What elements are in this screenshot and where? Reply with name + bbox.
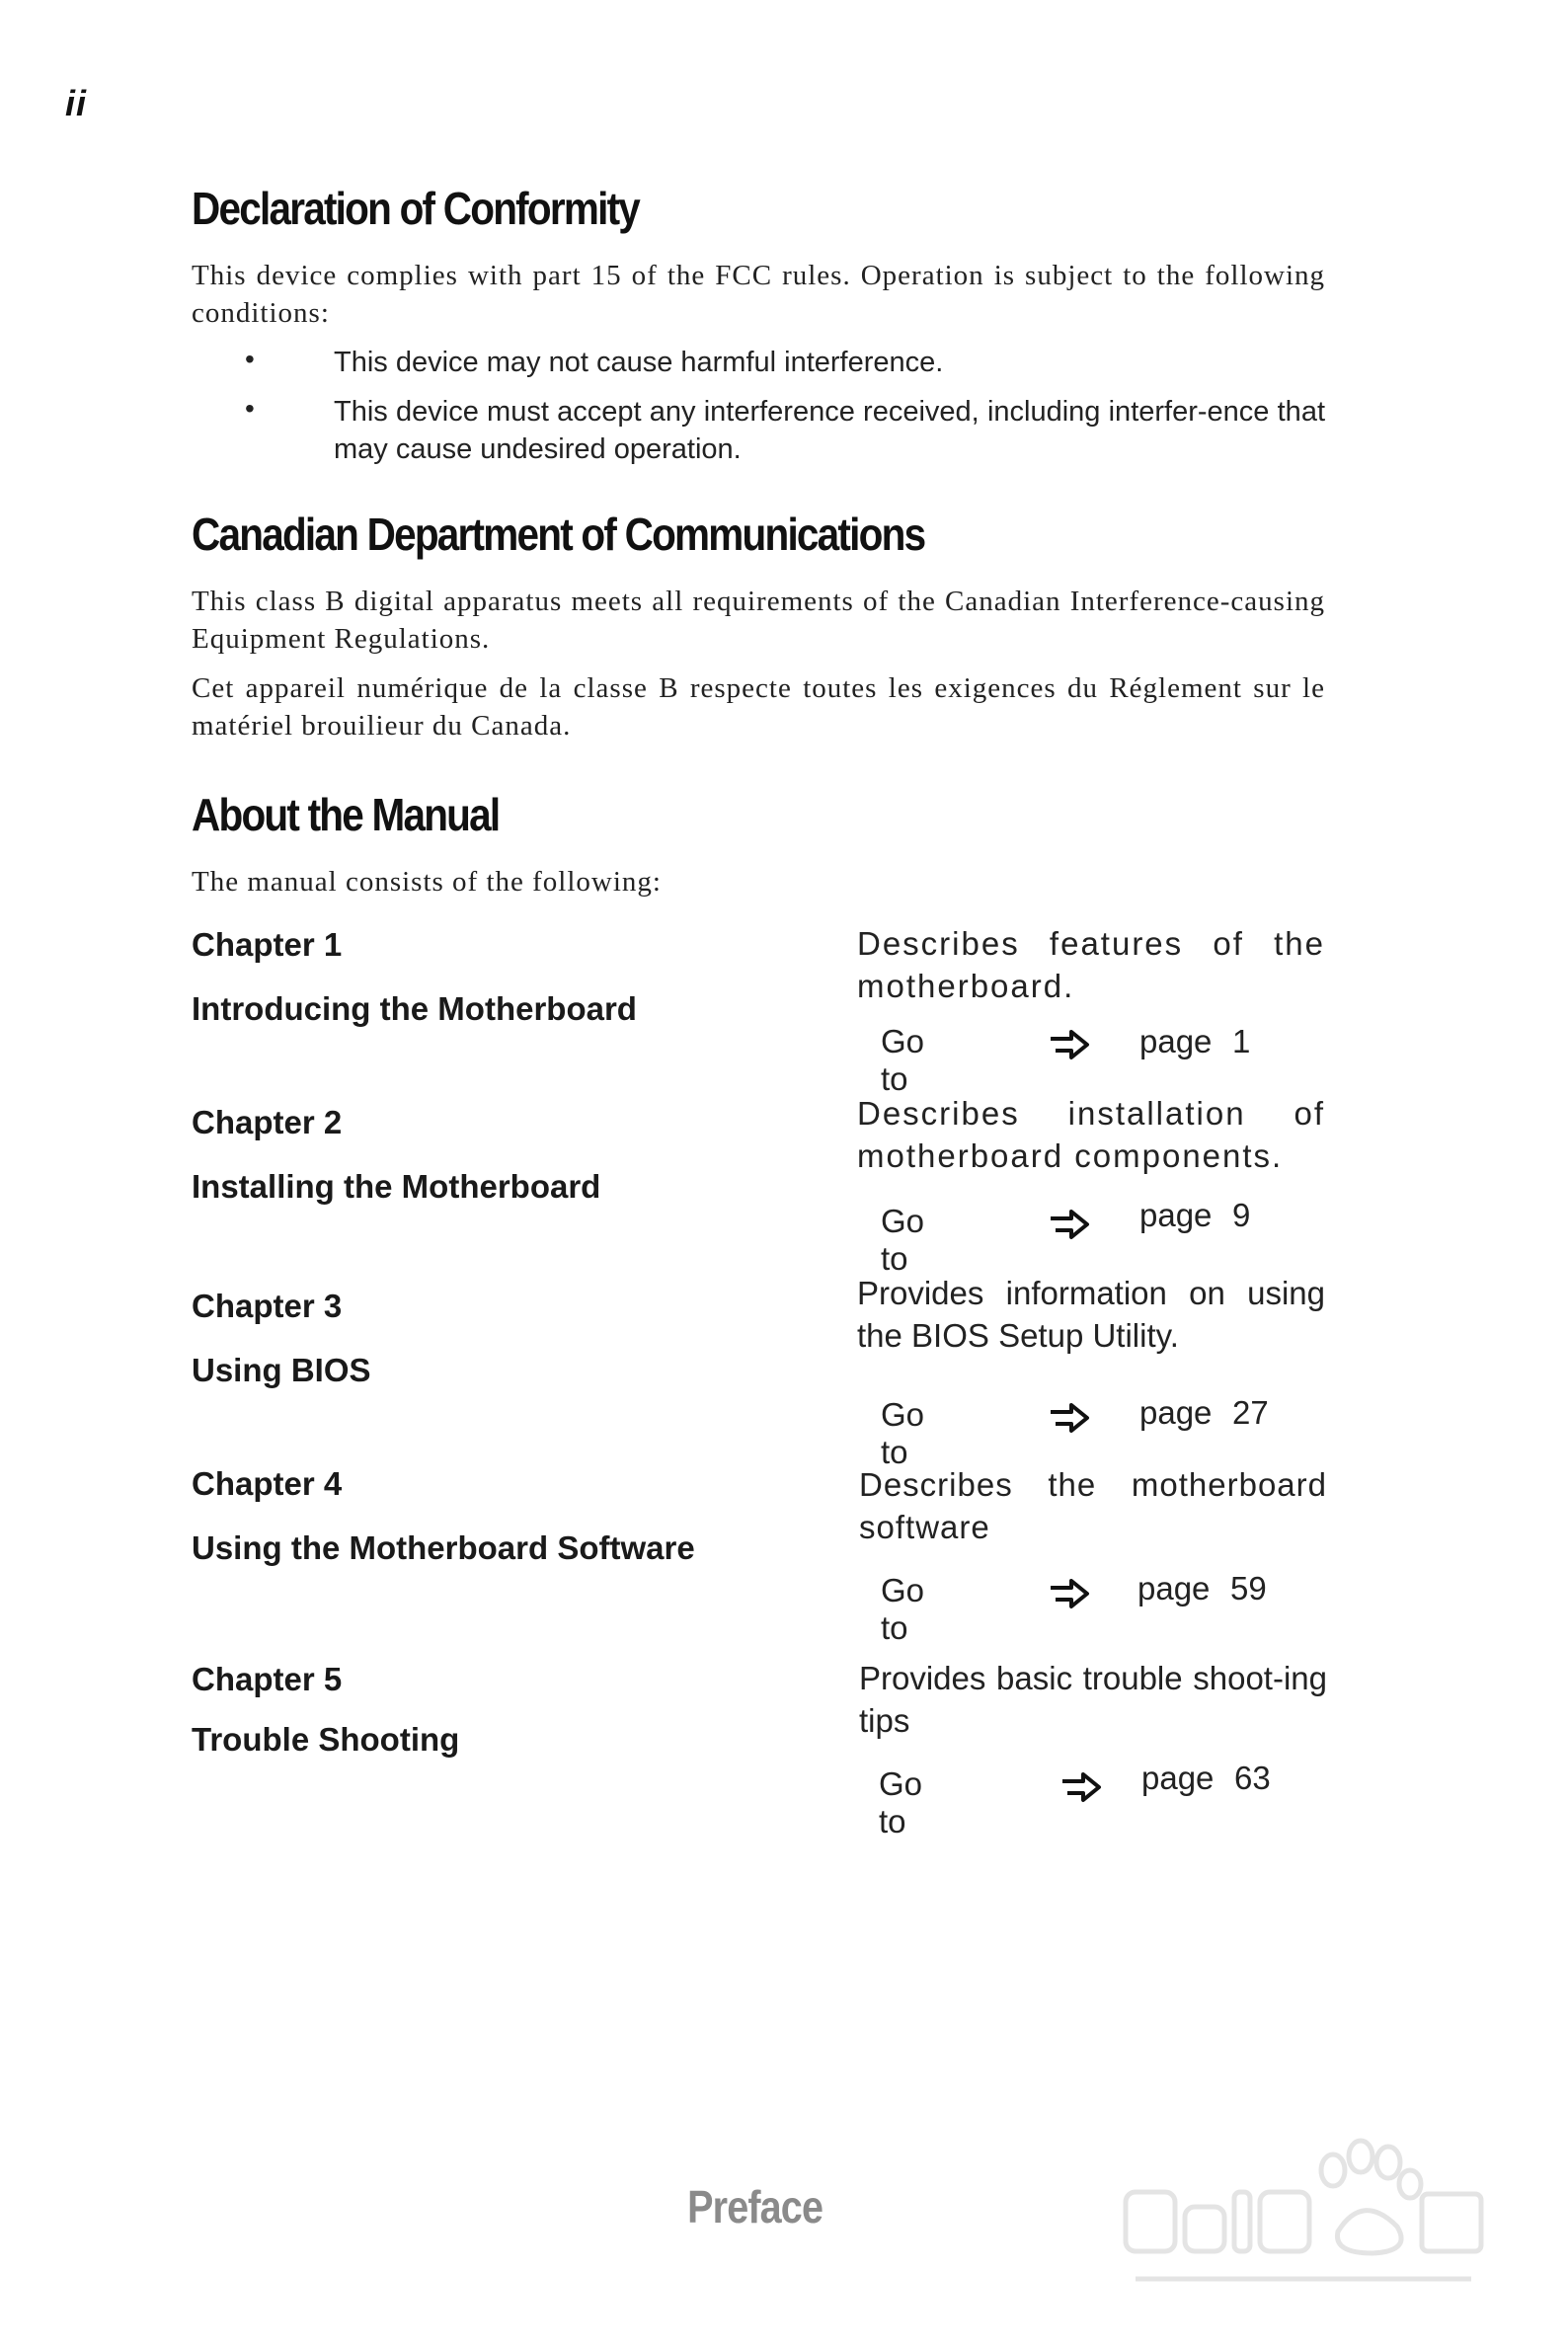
canadian-paragraph-fr: Cet appareil numérique de la classe B respecte toutes les exigences du Réglement sur le matériel brouilieur du Canada. <box>192 672 1325 742</box>
goto-label: Go to <box>881 1023 925 1097</box>
bullet-icon: • <box>245 393 255 424</box>
watermark-icon <box>1116 2123 1491 2301</box>
page-ref: 27 <box>1232 1394 1269 1431</box>
page-ref: 59 <box>1230 1570 1267 1606</box>
chapter-title: Installing the Motherboard <box>192 1168 601 1205</box>
chapter-number: Chapter 3 <box>192 1288 343 1324</box>
chapter-number: Chapter 2 <box>192 1104 343 1140</box>
canadian-heading: Canadian Department of Communications <box>192 509 925 560</box>
about-intro: The manual consists of the following: <box>192 866 662 898</box>
right-arrow-icon <box>1047 1400 1092 1436</box>
chapter-number: Chapter 5 <box>192 1661 343 1697</box>
page-ref: 63 <box>1234 1760 1271 1796</box>
declaration-heading: Declaration of Conformity <box>192 183 640 234</box>
chapter-title: Using the Motherboard Software <box>192 1529 695 1566</box>
page-ref: 9 <box>1232 1197 1251 1233</box>
page-label: page <box>1139 1197 1213 1233</box>
page-label: page <box>1139 1023 1213 1059</box>
page-label: page <box>1137 1570 1211 1606</box>
declaration-intro: This device complies with part 15 of the FCC rules. Operation is subject to the following conditions: <box>192 260 1325 329</box>
canadian-paragraph-en: This class B digital apparatus meets all requirements of the Canadian Interference-causing Equipment Regulations. <box>192 586 1325 655</box>
bullet-icon: • <box>245 344 255 374</box>
page-label: page <box>1139 1394 1213 1431</box>
about-heading: About the Manual <box>192 789 500 840</box>
chapter-description: Provides information on using the BIOS Setup Utility. <box>857 1275 1325 1354</box>
page-number: ii <box>65 83 88 123</box>
chapter-title: Trouble Shooting <box>192 1721 460 1758</box>
goto-label: Go to <box>881 1572 925 1646</box>
footer-label: Preface <box>687 2181 823 2232</box>
chapter-number: Chapter 4 <box>192 1465 343 1502</box>
chapter-title: Using BIOS <box>192 1352 371 1388</box>
chapter-title: Introducing the Motherboard <box>192 990 637 1027</box>
declaration-bullet-2: This device must accept any interference received, including interfer-ence that may cause undesired operation. <box>334 396 1325 465</box>
chapter-description: Provides basic trouble shoot-ing tips <box>859 1660 1327 1739</box>
page-ref: 1 <box>1232 1023 1251 1059</box>
declaration-bullet-1: This device may not cause harmful interference. <box>334 347 944 378</box>
chapter-description: Describes the motherboard software <box>859 1466 1327 1545</box>
right-arrow-icon <box>1047 1027 1092 1062</box>
chapter-number: Chapter 1 <box>192 926 343 963</box>
goto-label: Go to <box>879 1765 923 1840</box>
right-arrow-icon <box>1047 1576 1092 1611</box>
goto-label: Go to <box>881 1396 925 1470</box>
goto-label: Go to <box>881 1203 925 1277</box>
page-label: page <box>1141 1760 1215 1796</box>
chapter-description: Describes features of the motherboard. <box>857 925 1325 1004</box>
right-arrow-icon <box>1058 1769 1104 1805</box>
right-arrow-icon <box>1047 1207 1092 1242</box>
chapter-description: Describes installation of motherboard components. <box>857 1095 1325 1174</box>
